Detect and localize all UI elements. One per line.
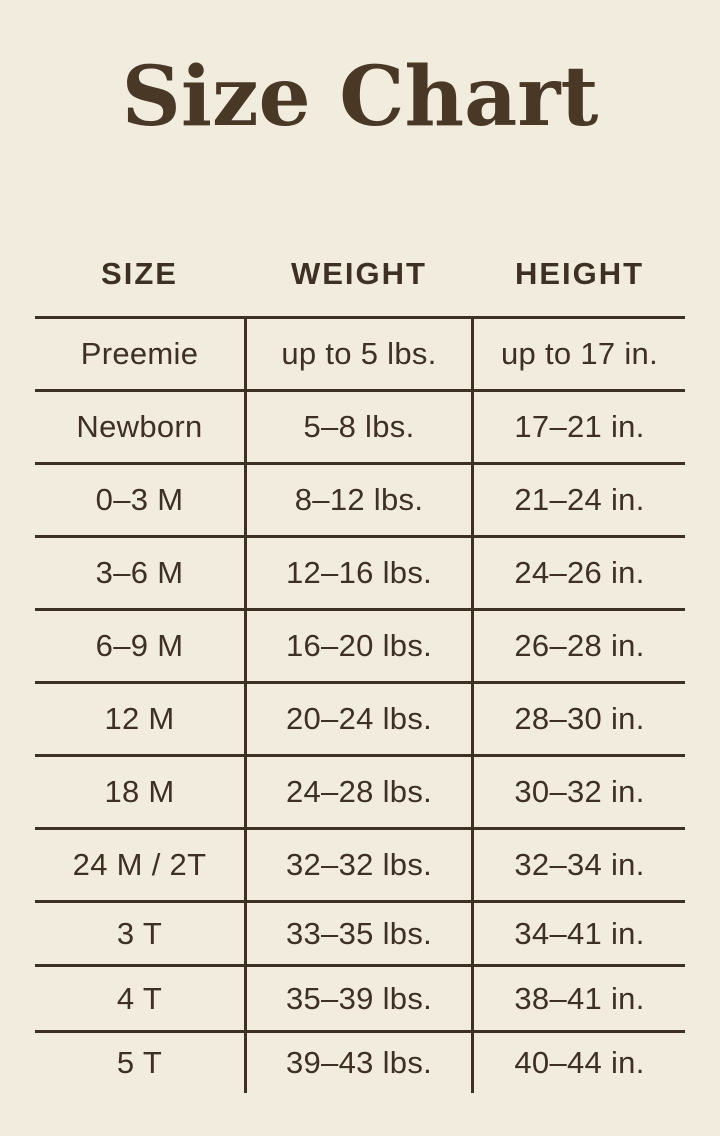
height-cell: 26–28 in. — [514, 628, 645, 663]
table-body — [35, 316, 685, 1093]
size-cell: Preemie — [80, 336, 199, 371]
height-cell: 21–24 in. — [514, 482, 645, 517]
weight-cell: 12–16 lbs. — [244, 538, 474, 608]
weight-cell: 24–28 lbs. — [244, 757, 474, 827]
height-cell: 30–32 in. — [514, 774, 645, 809]
size-chart-table — [35, 232, 685, 1093]
weight-cell: up to 5 lbs. — [244, 319, 474, 389]
size-cell: 5 T — [116, 1045, 163, 1080]
table-row — [35, 830, 685, 903]
column-header-size: SIZE — [101, 256, 178, 291]
column-header-weight: WEIGHT — [291, 256, 427, 291]
table-row — [35, 903, 685, 967]
weight-cell: 32–32 lbs. — [244, 830, 474, 900]
table-row — [35, 1033, 685, 1093]
weight-cell: 39–43 lbs. — [244, 1033, 474, 1093]
table-row — [35, 319, 685, 392]
size-cell: 0–3 M — [95, 482, 184, 517]
height-cell: 32–34 in. — [514, 847, 645, 882]
height-cell: 34–41 in. — [514, 915, 645, 951]
table-row — [35, 757, 685, 830]
size-cell: 3–6 M — [95, 555, 184, 590]
size-cell: 6–9 M — [95, 628, 184, 663]
table-row — [35, 392, 685, 465]
table-row — [35, 465, 685, 538]
weight-cell: 5–8 lbs. — [244, 392, 474, 462]
size-cell: 4 T — [116, 980, 163, 1016]
size-cell: 12 M — [104, 701, 175, 736]
table-row — [35, 684, 685, 757]
page-title: Size Chart — [121, 49, 599, 145]
weight-cell: 35–39 lbs. — [244, 967, 474, 1030]
height-cell: 38–41 in. — [514, 980, 645, 1016]
weight-cell: 16–20 lbs. — [244, 611, 474, 681]
height-cell: 40–44 in. — [514, 1045, 645, 1080]
table-row — [35, 611, 685, 684]
weight-cell: 20–24 lbs. — [244, 684, 474, 754]
height-cell: 28–30 in. — [514, 701, 645, 736]
table-header-row — [35, 232, 685, 316]
height-cell: 24–26 in. — [514, 555, 645, 590]
height-cell: up to 17 in. — [501, 336, 658, 371]
size-cell: Newborn — [76, 409, 203, 444]
size-cell: 18 M — [104, 774, 175, 809]
table-row — [35, 538, 685, 611]
size-cell: 3 T — [116, 915, 163, 951]
column-header-height: HEIGHT — [514, 256, 645, 291]
table-row — [35, 967, 685, 1033]
weight-cell: 33–35 lbs. — [244, 903, 474, 964]
size-cell: 24 M / 2T — [72, 847, 207, 882]
weight-cell: 8–12 lbs. — [244, 465, 474, 535]
height-cell: 17–21 in. — [514, 409, 645, 444]
